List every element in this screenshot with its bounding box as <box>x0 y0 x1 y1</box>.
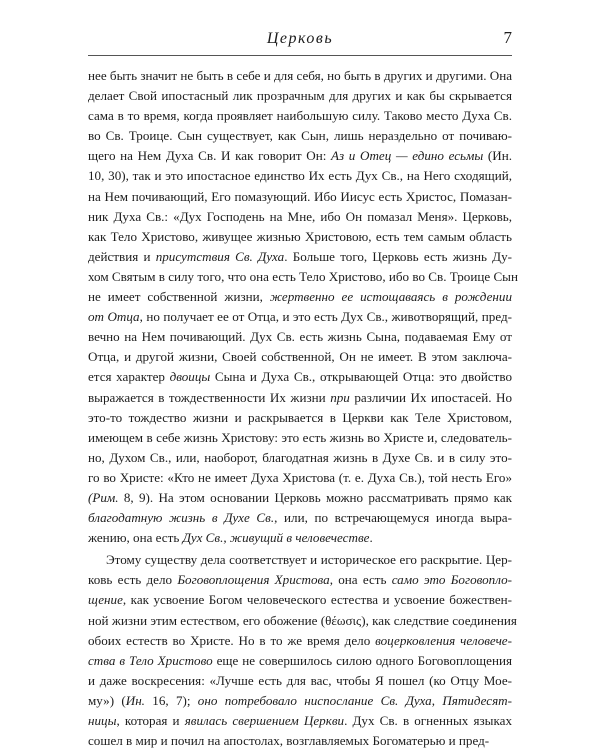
text-line <box>88 126 512 146</box>
text-run: хом Святым в силу того, что она есть Тело Христово, ибо во Св. Троице Сын <box>88 268 518 284</box>
text-run: на Нем почивающий, Его помазующий. Ибо Иисус есть Христос, Помазан- <box>88 188 512 204</box>
text-line <box>88 448 512 468</box>
text-line <box>88 207 512 227</box>
text-run: , но получает ее от Отца, и это есть Дух Св., животворящий, пред- <box>139 309 512 325</box>
text-run: делает Свой ипостасный лик прозрачным для других и как бы скрывается <box>88 88 512 104</box>
text-run: го во Христе: «Кто не имеет Духа Христова (т. е. Духа Св.), той несть Его» <box>88 469 512 485</box>
text-run: и даже воскресения: «Лучше есть для вас, чтобы Я пошел (ко Отцу Мое- <box>88 672 512 688</box>
text-line <box>88 570 512 590</box>
italic-run: само это Боговопло- <box>391 572 513 588</box>
text-line <box>88 66 512 86</box>
text-line <box>88 590 512 610</box>
text-line <box>88 187 512 207</box>
text-line <box>88 327 512 347</box>
text-run: ется характер <box>88 369 170 385</box>
text-line <box>88 267 518 287</box>
text-run: щего на Нем Духа Св. И как говорит Он: <box>88 148 332 164</box>
text-line <box>88 166 512 186</box>
text-run: во Св. Троице. Сын существует, как Сын, лишь нераздельно от почиваю- <box>88 128 512 144</box>
text-line <box>88 86 512 106</box>
text-line <box>88 691 512 711</box>
text-run: сошел в мир и почил на апостолах, возглавляемых Богоматерью и пред- <box>88 733 490 749</box>
text-run: вечно на Нем почивающий. Дух Св. есть жизнь Сына, подаваемая Ему от <box>88 329 512 345</box>
text-run: , или, по встречающемуся иногда выра- <box>274 510 512 526</box>
text-run: Этому существу дела соответствует и историческое его раскрытие. Цер- <box>106 552 512 568</box>
header-title: Церковь <box>266 30 334 47</box>
text-line <box>88 671 512 691</box>
text-line <box>88 428 512 448</box>
text-line <box>88 106 512 126</box>
text-line <box>88 408 512 428</box>
text-line <box>88 611 517 631</box>
header-rule <box>88 55 512 56</box>
text-run: . Дух Св. в огненных языках <box>344 713 512 728</box>
italic-run: присутствия Св. Духа <box>155 248 285 264</box>
body-text <box>88 66 518 751</box>
text-run: нее быть значит не быть в себе и для себя, но быть в других и другими. Она <box>88 68 513 83</box>
text-run: имеющем в себе жизнь Христову: это есть жизнь во Христе и, следователь- <box>88 429 512 445</box>
text-line <box>88 731 512 751</box>
italic-run: благодатную жизнь в Духе Св. <box>88 510 275 526</box>
text-run: сама в то время, когда проявляет наибольшую силу. Таково место Духа Св. <box>88 108 512 124</box>
italic-run: воцерковления человече- <box>375 632 512 648</box>
text-line <box>88 146 512 166</box>
text-run: 16, 7); <box>144 692 198 708</box>
italic-run: при <box>330 389 350 405</box>
text-run: Отца, и другой жизни, Своей собственной, Он не имеет. В этом заключа- <box>88 349 512 365</box>
italic-run: жертвенно ее истощаваясь в рождении <box>269 289 512 305</box>
text-run: , которая и <box>116 713 185 728</box>
italic-run: Боговоплощения Христова <box>177 572 330 588</box>
text-line <box>88 227 512 247</box>
text-run: , как усвоение Богом человеческого естества и усвоение божествен- <box>122 592 512 608</box>
text-run: различии Их ипостасей. Но <box>349 389 512 405</box>
running-header <box>88 30 512 52</box>
text-run: (Ин. <box>483 148 513 164</box>
text-run: ник Духа Св.: «Дух Господень на Мне, ибо Он помазал Меня». Церковь, <box>88 208 512 224</box>
text-line <box>88 247 512 267</box>
text-run: ной жизни этим естеством, его обожение (θέωσις), как следствие соединения <box>88 612 517 628</box>
text-run: действия и <box>88 248 156 264</box>
text-run: но, Духом Св., или, наоборот, благодатная жизнь в Духе Св. и в силу это- <box>88 449 512 465</box>
italic-run: Пятидесят- <box>442 692 512 708</box>
text-line <box>88 468 512 488</box>
text-run: . <box>369 530 373 546</box>
text-line <box>88 287 512 307</box>
text-run: ковь есть дело <box>88 572 178 588</box>
text-line <box>88 347 512 367</box>
text-line <box>88 631 512 651</box>
text-line <box>88 711 512 731</box>
text-run: это-то тождество жизни и раскрывается в Церкви как Теле Христовом, <box>88 409 512 425</box>
text-line <box>88 307 512 327</box>
text-run: жению, она есть <box>88 530 183 546</box>
text-run: , <box>431 692 443 708</box>
text-run: му») ( <box>88 692 126 708</box>
italic-run: от Отца <box>88 309 140 325</box>
italic-run: оно потребовало ниспослание Св. Духа <box>197 692 432 708</box>
text-line <box>88 488 512 508</box>
page-number: 7 <box>503 28 512 47</box>
italic-run: щение <box>88 592 123 608</box>
italic-run: ницы <box>88 713 117 728</box>
text-run: 10, 30), так и это ипостасное единство Их есть Дух Св., на Него сходящий, <box>88 168 512 184</box>
italic-run: двоицы <box>169 369 211 385</box>
italic-run: Дух Св., живущий в человечестве <box>182 530 370 546</box>
italic-run: Ин. <box>125 692 145 708</box>
text-line <box>88 388 512 408</box>
italic-run: Аз и Отец — едино есьмы <box>331 148 484 164</box>
text-line <box>88 528 512 548</box>
italic-run: ства в Тело Христово <box>88 652 213 668</box>
text-line <box>88 651 512 671</box>
text-line <box>88 367 512 387</box>
paragraph <box>88 66 518 548</box>
text-run: Сына и Духа Св., открывающей Отца: это двойство <box>210 369 513 385</box>
paragraph <box>88 550 517 751</box>
text-run: 8, 9). На этом основании Церковь можно рассматривать прямо как <box>118 489 512 505</box>
italic-run: явилась свершением Церкви <box>184 713 345 728</box>
text-run: обоих естеств во Христе. Но в то же время дело <box>88 632 376 648</box>
text-run: , она есть <box>329 572 392 588</box>
italic-run: (Рим. <box>88 489 119 505</box>
text-run: еще не совершилось силою одного Боговоплощения <box>212 652 512 668</box>
text-run: как Тело Христово, живущее жизнью Христовою, есть тем самым область <box>88 228 512 244</box>
text-run: не имеет собственной жизни, <box>88 289 270 305</box>
text-line <box>88 550 512 570</box>
text-line <box>88 508 512 528</box>
text-run: выражается в тождественности Их жизни <box>88 389 331 405</box>
text-run: . Больше того, Церковь есть жизнь Ду- <box>284 248 512 264</box>
